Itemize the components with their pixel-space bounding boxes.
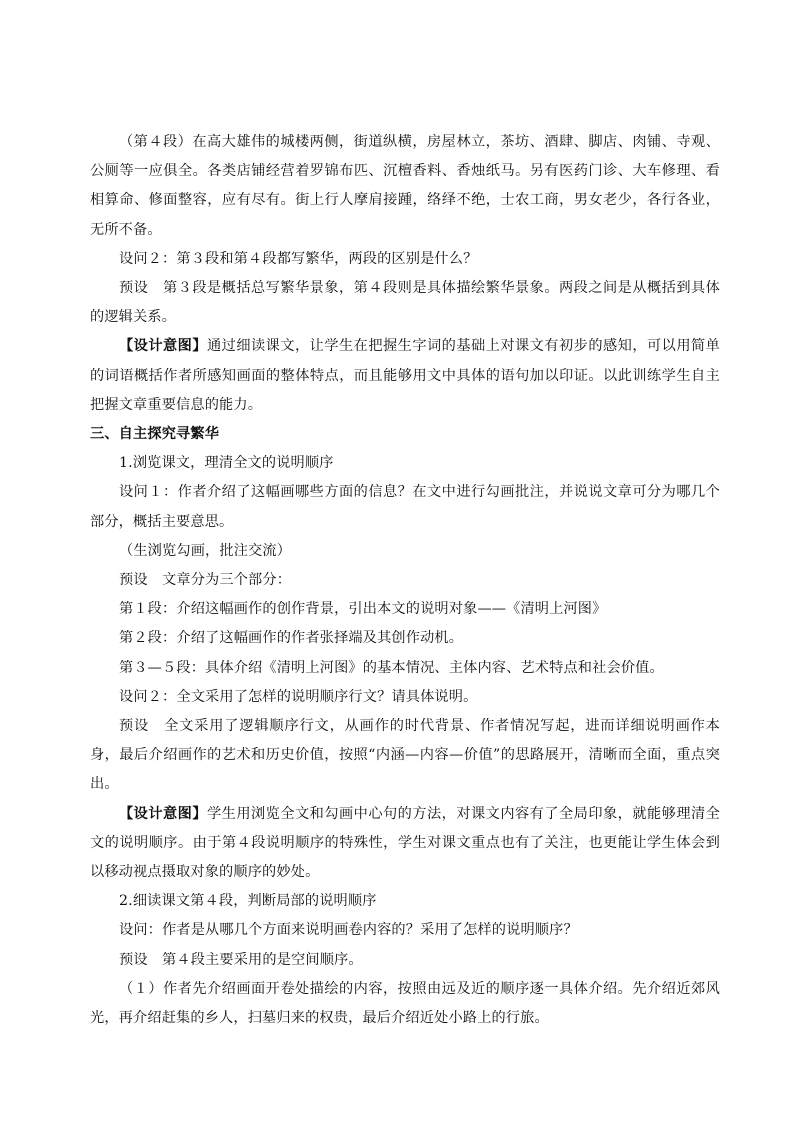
preset-answer-spatial: 预设 第４段主要采用的是空间顺序。	[119, 951, 363, 968]
student-activity-note: （生浏览勾画，批注交流）	[119, 542, 292, 559]
document-body	[90, 128, 720, 1033]
preset-answer-parts: 预设 文章分为三个部分：	[119, 572, 292, 589]
part-3-summary: 第３—５段：具体介绍《清明上河图》的基本情况、主体内容、艺术特点和社会价值。	[119, 659, 664, 676]
preset-answer-first: 预设 第３段是概括总写繁华景象，第４段则是具体描绘繁华景象。两段之间是从概括到具体的逻辑关系。	[90, 280, 720, 326]
question-2-first: 设问２：第３段和第４段都写繁华，两段的区别是什么？	[119, 250, 478, 267]
section-heading-3: 三、自主探究寻繁华	[90, 426, 220, 443]
subheading-2: 2.细读课文第４段，判断局部的说明顺序	[119, 893, 377, 910]
part-1-summary: 第１段：介绍这幅画作的创作背景，引出本文的说明对象——《清明上河图》	[119, 601, 607, 618]
part-2-summary: 第２段：介绍了这幅画作的作者张择端及其创作动机。	[119, 630, 464, 647]
question-2-second: 设问２：全文采用了怎样的说明顺序行文？请具体说明。	[119, 688, 478, 705]
paragraph-section4-quote: （第４段）在高大雄伟的城楼两侧，街道纵横，房屋林立，茶坊、酒肆、脚店、肉铺、寺观、公厕等一应俱全。各类店铺经营着罗锦布匹、沉檀香料、香烛纸马。另有医药门诊、大车修理、看相算命、修面整容，应有尽有。街上行人摩肩接踵，络绎不绝，士农工商，男女老少，各行各业，无所不备。	[90, 134, 720, 238]
subheading-1: 1.浏览课文，理清全文的说明顺序	[119, 455, 334, 472]
design-intent-tag: 【设计意图】	[119, 338, 207, 355]
point-1-detail: （１）作者先介绍画面开卷处描绘的内容，按照由远及近的顺序逐一具体介绍。先介绍近郊风光，再介绍赶集的乡人，扫墓归来的权贵，最后介绍近处小路上的行旅。	[90, 980, 720, 1027]
question-section4: 设问：作者是从哪几个方面来说明画卷内容的？采用了怎样的说明顺序？	[119, 922, 578, 939]
design-intent-second: 【设计意图】学生用浏览全文和勾画中心句的方法，对课文内容有了全局印象，就能够理清全文的说明顺序。由于第４段说明顺序的特殊性，学生对课文重点也有了关注，也更能让学生体会到以移动视点摄取对象的顺序的妙处。	[90, 805, 720, 881]
design-intent-first: 【设计意图】通过细读课文，让学生在把握生字词的基础上对课文有初步的感知，可以用简单的词语概括作者所感知画面的整体特点，而且能够用文中具体的语句加以印证。以此训练学生自主把握文章重要信息的能力。	[90, 338, 720, 413]
question-1: 设问１：作者介绍了这幅画哪些方面的信息？在文中进行勾画批注，并说说文章可分为哪几个部分，概括主要意思。	[90, 484, 720, 530]
design-intent-tag: 【设计意图】	[119, 805, 207, 822]
preset-answer-order: 预设 全文采用了逻辑顺序行文，从画作的时代背景、作者情况写起，进而详细说明画作本身，最后介绍画作的艺术和历史价值，按照“内涵—内容—价值”的思路展开，清晰而全面，重点突出。	[90, 718, 720, 793]
